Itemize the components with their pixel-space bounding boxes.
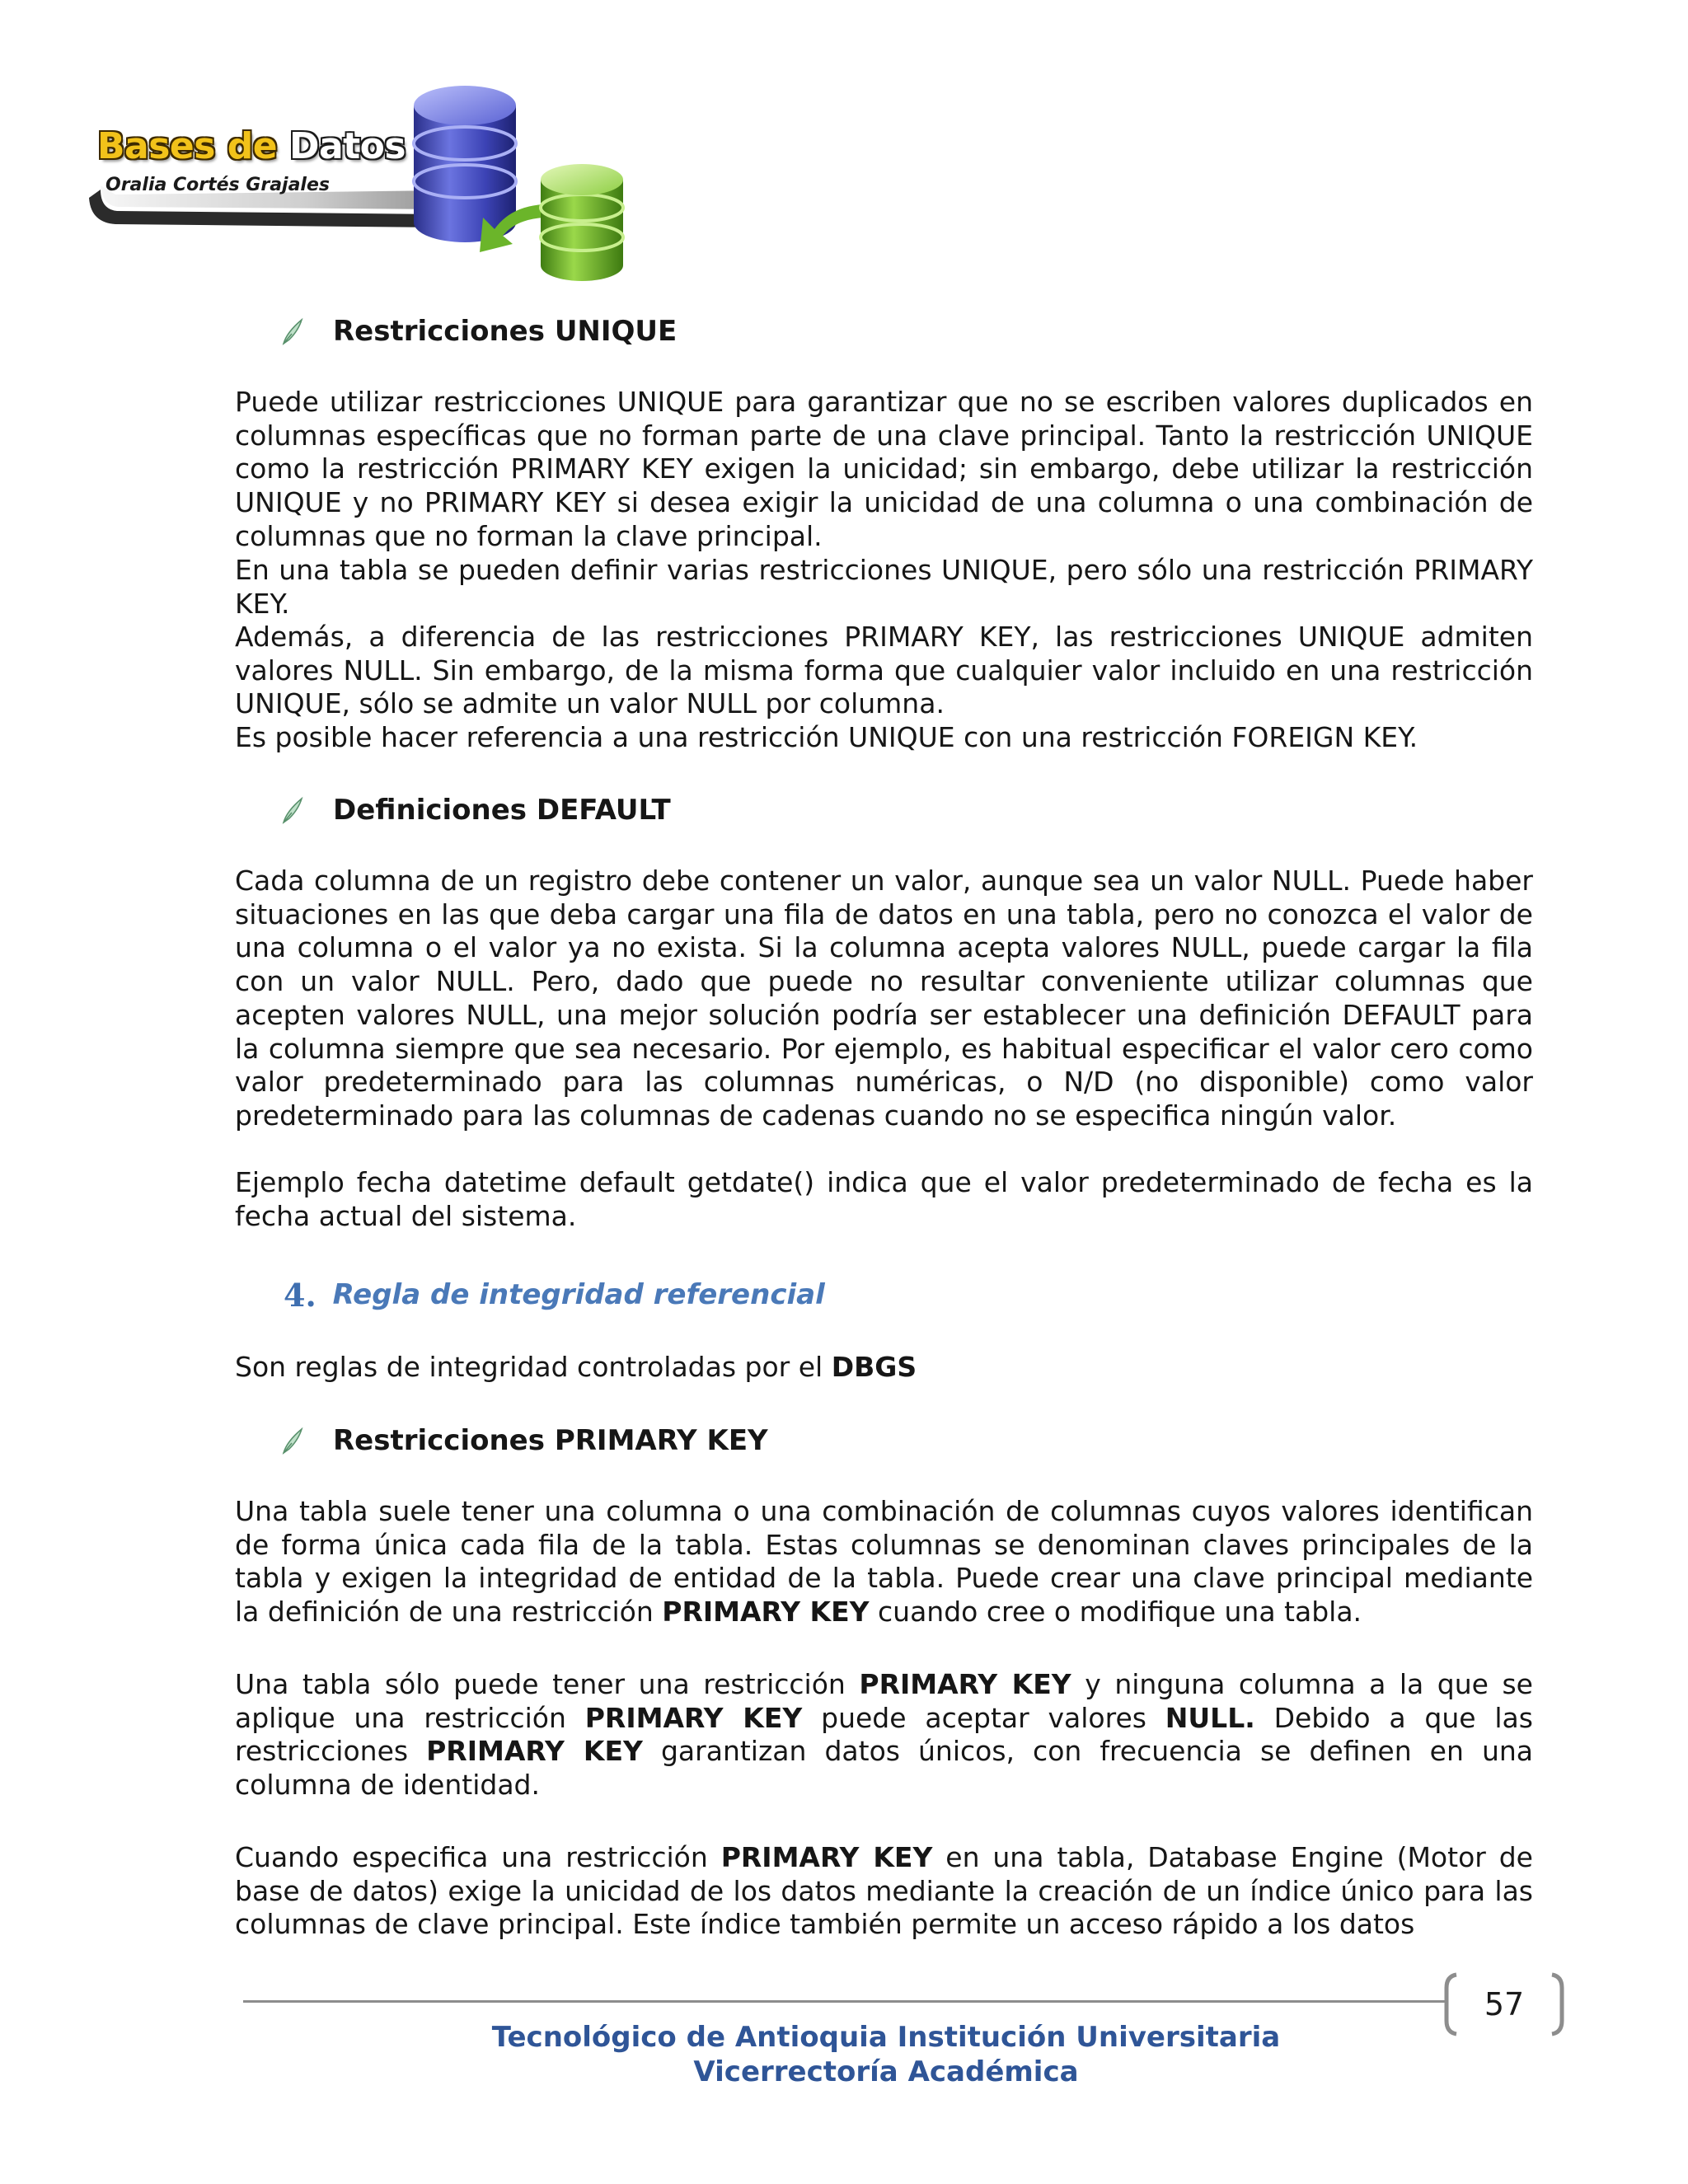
logo-title xyxy=(97,125,406,167)
pk-p2-e: puede aceptar valores xyxy=(821,1701,1146,1734)
default-paragraph-2: Ejemplo fecha datetime default getdate() indica que el valor predeterminado de fecha es la fecha actual del sistema. xyxy=(235,1166,1533,1232)
pk-p3-b: PRIMARY KEY xyxy=(720,1841,933,1873)
default-paragraph-1: Cada columna de un registro debe contener un valor, aunque sea un valor NULL. Puede haber situaciones en las que deba cargar una fila de datos en una tabla, pero no conozca el valor de una columna o el valor ya no exista. Si la columna acepta valores NULL, puede cargar la fila con un valor NULL. Pero, dado que puede no resultar conveniente utilizar columnas que acepten valores NULL, una mejor solución podría ser establecer una definición DEFAULT para la columna siempre que sea necesario. Por ejemplo, es habitual especificar el valor cero como valor predeterminado para las columnas numéricas, o N/D (no disponible) como valor predeterminado para las columnas de cadenas cuando no se especifica ningún valor. xyxy=(235,865,1533,1132)
pk-p2-c: y ninguna columna a la que se aplique una restricción xyxy=(235,1668,1533,1734)
primary-key-paragraph-3 xyxy=(235,1841,1533,1942)
footer-divider xyxy=(243,2000,1448,2003)
page-number: 57 xyxy=(1484,1986,1525,2022)
book-logo xyxy=(82,82,676,288)
heading-primary-key xyxy=(280,1422,768,1459)
logo-title-part2: Datos xyxy=(288,125,406,167)
primary-key-paragraph-1 xyxy=(235,1495,1533,1629)
pk-p3-a: Cuando especifica una restricción xyxy=(235,1841,708,1873)
unique-paragraph-4: Es posible hacer referencia a una restricción UNIQUE con una restricción FOREIGN KEY. xyxy=(235,721,1418,753)
footer-department: Vicerrectoría Académica xyxy=(693,2055,1079,2088)
pk-p2-b: PRIMARY KEY xyxy=(859,1668,1071,1700)
pk-p1-end: cuando cree o modifique una tabla. xyxy=(878,1596,1362,1629)
logo-author: Oralia Cortés Grajales xyxy=(106,175,330,195)
pk-p2-a: Una tabla sólo puede tener una restricción xyxy=(235,1668,846,1700)
heading-default xyxy=(280,792,671,828)
heading-primary-key-text: Restricciones PRIMARY KEY xyxy=(333,1424,768,1457)
unique-paragraph-3: Además, a diferencia de las restricciones PRIMARY KEY, las restricciones UNIQUE admiten valores NULL. Sin embargo, de la misma forma que cualquier valor incluido en una restricción UNIQUE, sólo se admite un valor NULL por columna. xyxy=(235,621,1533,720)
pk-p1-bold: PRIMARY KEY xyxy=(662,1596,870,1629)
pen-nib-icon xyxy=(280,1427,305,1455)
unique-paragraph-1: Puede utilizar restricciones UNIQUE para garantizar que no se escriben valores duplicados en columnas específicas que no forman parte de una clave principal. Tanto la restricción UNIQUE como la restricción PRIMARY KEY exigen la unicidad; sin embargo, debe utilizar la restricción UNIQUE y no PRIMARY KEY si desea exigir la unicidad de una columna o una combinación de columnas que no forman la clave principal. xyxy=(235,386,1533,552)
footer-institution: Tecnológico de Antioquia Institución Universitaria xyxy=(491,2021,1281,2054)
pk-p2-h: PRIMARY KEY xyxy=(426,1735,643,1768)
logo-title-part1: Bases de xyxy=(97,125,278,167)
heading-unique-text: Restricciones UNIQUE xyxy=(333,315,678,348)
pen-nib-icon xyxy=(280,317,305,345)
pk-p2-i: garantizan datos únicos, con frecuencia se definen en una columna de identidad. xyxy=(235,1735,1533,1802)
heading-unique xyxy=(280,313,677,349)
section-title-referential xyxy=(284,1276,825,1314)
unique-paragraph-2: En una tabla se pueden definir varias restricciones UNIQUE, pero sólo una restricción PRIMARY KEY. xyxy=(235,554,1533,620)
referential-intro-bold: DBGS xyxy=(831,1351,917,1383)
section-number: 4. xyxy=(284,1276,316,1314)
pk-p2-g: Debido a que las restricciones xyxy=(235,1701,1533,1768)
pk-p1-text: Una tabla suele tener una columna o una combinación de columnas cuyos valores identifican de forma única cada fila de la tabla. Estas columnas se denominan claves principales de la tabla y exigen la integridad de entidad de la tabla. Puede crear una clave principal mediante la definición de una restricción xyxy=(235,1495,1533,1629)
referential-intro-text: Son reglas de integridad controladas por el xyxy=(235,1351,823,1383)
pk-p3-c: en una tabla, Database Engine (Motor de base de datos) exige la unicidad de los datos mediante la creación de un índice único para las columnas de clave principal. Este índice también permite un acceso rápido a los datos xyxy=(235,1841,1533,1941)
pen-nib-icon xyxy=(280,796,305,824)
pk-p2-f: NULL. xyxy=(1165,1701,1255,1734)
heading-default-text: Definiciones DEFAULT xyxy=(333,794,671,827)
section-title-text: Regla de integridad referencial xyxy=(332,1278,825,1311)
primary-key-paragraph-2 xyxy=(235,1668,1533,1802)
referential-intro xyxy=(235,1351,1533,1385)
pk-p2-d: PRIMARY KEY xyxy=(584,1701,803,1734)
